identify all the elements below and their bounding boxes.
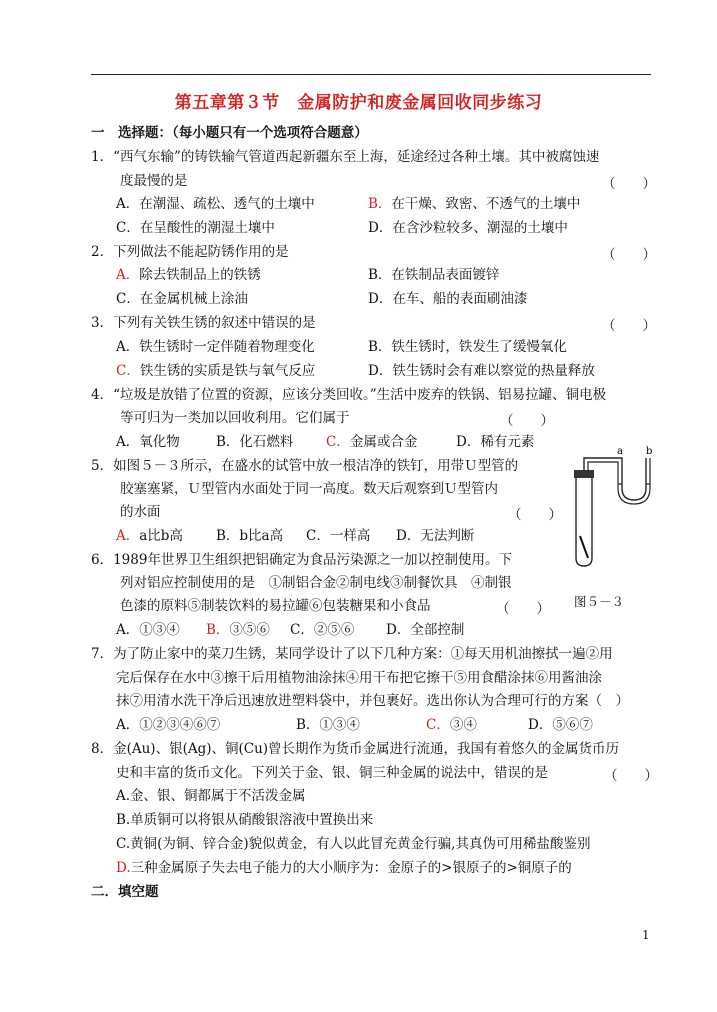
q2-option-d: D．在车、船的表面刷油漆 (368, 291, 528, 307)
q3-option-a: A．铁生锈时一定伴随着物理变化 (116, 339, 315, 355)
q6-answer-blank: （ ） (496, 601, 550, 617)
q8-option-d-text: 三种金属原子失去电子能力的大小顺序为：金原子的>银原子的>铜原子的 (130, 860, 572, 876)
q2-option-b: B．在铁制品表面镀锌 (368, 267, 500, 283)
q5-answer-blank: （ ） (508, 507, 562, 523)
q7-stem-line1: 7．为了防止家中的菜刀生锈，某同学设计了以下几种方案：①每天用机油擦拭一遍②用 (91, 646, 613, 662)
q2-option-a-letter: A． (116, 267, 140, 283)
q5-stem-line1: 5．如图５－３所示，在盛水的试管中放一根洁净的铁钉，用带Ｕ型管的 (91, 458, 519, 474)
test-tube (576, 476, 592, 566)
q2-stem: 2．下列做法不能起防锈作用的是 (91, 244, 289, 260)
u-tube-inner (588, 458, 650, 504)
section-heading-fill: 二．填空题 (91, 884, 159, 900)
q8-stem-line2: 史和丰富的货币文化。下列关于金、银、铜三种金属的说法中，错误的是 (116, 765, 548, 781)
q1-answer-blank: （ ） (602, 176, 656, 192)
q8-option-b: B.单质铜可以将银从硝酸银溶液中置换出来 (116, 812, 374, 828)
q6-stem-line2: 列对铝应控制使用的是 ①制铝合金②制电线③制餐饮具 ④制银 (120, 575, 512, 591)
u-tube-outer (584, 458, 646, 500)
q4-option-a: A．氧化物 (116, 434, 180, 450)
q4-stem-line1: 4．“垃圾是放错了位置的资源，应该分类回收。”生活中废弃的铁锅、铝易拉罐、铜电极 (91, 387, 607, 403)
q1-option-c: C．在呈酸性的潮湿土壤中 (116, 220, 275, 236)
figure-caption: 图５－３ (574, 594, 625, 609)
q2-option-a (116, 266, 261, 284)
q6-option-d: D．全部控制 (386, 622, 465, 638)
iron-nail (580, 536, 588, 558)
q4-option-b: B．化石燃料 (216, 434, 294, 450)
q6-option-c: C．②⑤⑥ (290, 622, 355, 638)
q5-option-c: C．一样高 (306, 528, 371, 544)
figure-label-a: a (617, 446, 623, 457)
header-rule (91, 74, 651, 75)
q8-option-c: C.黄铜(为铜、锌合金)貌似黄金，有人以此冒充黄金行骗,其真伪可用稀盐酸鉴别 (116, 836, 591, 852)
q2-option-c: C．在金属机械上涂油 (116, 291, 248, 307)
q5-stem-line2: 胶塞塞紧，Ｕ型管内水面处于同一高度。数天后观察到Ｕ型管内 (120, 481, 498, 497)
q8-option-d (116, 859, 572, 877)
q1-stem-line1: 1．“西气东输”的铸铁输气管道西起新疆东至上海，延途经过各种土壤。其中被腐蚀速 (91, 149, 600, 165)
q6-option-b-text: ③⑤⑥ (229, 622, 270, 638)
q8-option-d-letter: D. (116, 860, 131, 876)
q7-option-c (426, 716, 477, 734)
q4-option-c-text: 金属或合金 (349, 434, 418, 450)
page-number: 1 (642, 928, 650, 942)
q7-option-b: B．①③④ (296, 717, 360, 733)
q7-option-c-letter: C． (426, 717, 450, 733)
q5-option-a-text: a比b高 (139, 528, 183, 544)
q5-option-a (116, 527, 183, 545)
figure-label-b: b (646, 446, 653, 457)
figure-test-tube-u-tube (568, 440, 668, 570)
q3-option-b: B．铁生锈时，铁发生了缓慢氧化 (368, 339, 567, 355)
q2-answer-blank: （ ） (602, 247, 656, 263)
q1-option-b-text: 在干燥、致密、不透气的土壤中 (391, 196, 581, 212)
q6-option-b (206, 621, 270, 639)
q4-option-c (326, 433, 417, 451)
q2-option-a-text: 除去铁制品上的铁锈 (139, 267, 261, 283)
q8-answer-blank: （ ） (604, 768, 658, 784)
q1-option-b-letter: B． (368, 196, 392, 212)
q3-option-c-letter: C． (116, 363, 140, 379)
q6-option-b-letter: B． (206, 622, 230, 638)
rubber-stopper (574, 470, 594, 478)
q3-option-c (116, 362, 315, 380)
q1-option-d: D．在含沙粒较多、潮湿的土壤中 (368, 220, 568, 236)
q1-option-b (368, 195, 580, 213)
q4-answer-blank: （ ） (500, 413, 554, 429)
q5-option-b: B．b比a高 (216, 528, 284, 544)
q5-option-a-letter: A． (116, 528, 140, 544)
q5-stem-line3: 的水面 (120, 504, 161, 520)
q1-option-a: A．在潮湿、疏松、透气的土壤中 (116, 196, 315, 212)
q7-option-a: A．①②③④⑥⑦ (116, 717, 221, 733)
q4-option-c-letter: C． (326, 434, 350, 450)
q6-stem-line1: 6．1989年世界卫生组织把铝确定为食品污染源之一加以控制使用。下 (91, 552, 512, 568)
q6-option-a: A．①③④ (116, 622, 180, 638)
q7-stem-line2: 完后保存在水中③擦干后用植物油涂抹④用干布把它擦干⑤用食醋涂抹⑥用酱油涂 (116, 670, 602, 686)
q7-option-c-text: ③④ (449, 717, 477, 733)
q3-answer-blank: （ ） (602, 318, 656, 334)
q3-option-c-text: 铁生锈的实质是铁与氧气反应 (139, 363, 316, 379)
q3-stem: 3．下列有关铁生锈的叙述中错误的是 (91, 315, 316, 331)
q7-option-d: D．⑤⑥⑦ (528, 717, 593, 733)
q4-option-d: D．稀有元素 (456, 434, 535, 450)
q5-option-d: D．无法判断 (396, 528, 475, 544)
section-heading-choice: 一 选择题：（每小题只有一个选项符合题意） (91, 125, 368, 141)
q8-option-a: A.金、银、铜都属于不活泼金属 (116, 788, 306, 804)
q3-option-d: D．铁生锈时会有难以察觉的热量释放 (368, 363, 595, 379)
page-title: 第五章第３节 金属防护和废金属回收同步练习 (174, 93, 543, 113)
q4-stem-line2: 等可归为一类加以回收利用。它们属于 (120, 410, 350, 426)
q7-stem-line3: 抹⑦用清水洗干净后迅速放进塑料袋中，并包裹好。选出你认为合理可行的方案（ ） (116, 693, 629, 709)
q8-stem-line1: 8．金(Au)、银(Ag)、铜(Cu)曾长期作为货币金属进行流通，我国有着悠久的金属货币历 (91, 741, 620, 757)
q6-stem-line3: 色漆的原料⑤制装饮料的易拉罐⑥包装糖果和小食品 (120, 598, 431, 614)
q1-stem-line2: 度最慢的是 (120, 173, 188, 189)
